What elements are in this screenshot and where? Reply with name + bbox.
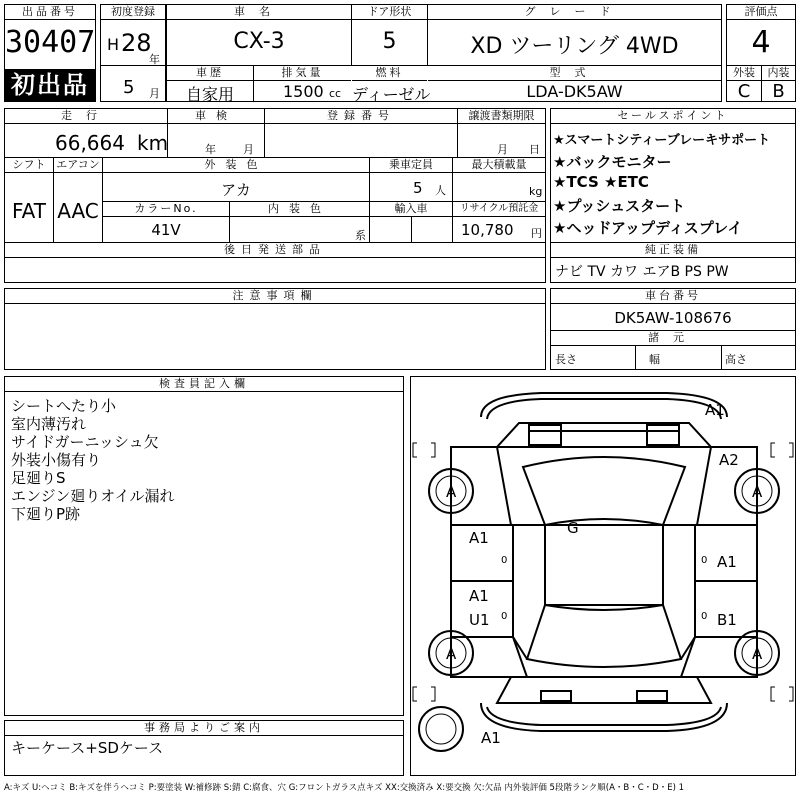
sales-point-2: ★バックモニター bbox=[553, 153, 672, 171]
mark-right-rear-door: B1 bbox=[717, 611, 737, 629]
mark-left-rear-door-2: U1 bbox=[469, 611, 490, 629]
interior-score: B bbox=[772, 81, 785, 102]
ac: AAC bbox=[57, 199, 99, 223]
mark-left-rear-door-1: A1 bbox=[469, 587, 489, 605]
interior-score-label: 内装 bbox=[762, 66, 795, 81]
spec-label: 諸元 bbox=[551, 331, 795, 346]
damage-diagram-box bbox=[410, 376, 796, 776]
reg-year-unit: 年 bbox=[149, 53, 160, 66]
notes-label: 注意事項欄 bbox=[5, 289, 545, 304]
model-label: 型式 bbox=[428, 66, 721, 81]
color-no-label: カラーNo. bbox=[103, 202, 229, 217]
door-label: ドア形状 bbox=[352, 5, 427, 20]
model: LDA-DK5AW bbox=[526, 82, 623, 101]
sales-point-3: ★TCS ★ETC bbox=[553, 173, 649, 191]
inspector-item-1: シートへたり小 bbox=[11, 397, 117, 415]
score: 4 bbox=[751, 25, 771, 60]
mark-rear-left-wheel: A bbox=[446, 645, 457, 663]
exterior-score-label: 外装 bbox=[727, 66, 761, 81]
sales-point-1: ★スマートシティーブレーキサポート bbox=[553, 133, 771, 148]
reg-year: 28 bbox=[121, 29, 152, 57]
reg-month: 5 bbox=[123, 77, 135, 98]
grade: XD ツーリング 4WD bbox=[470, 34, 679, 59]
ext-color-label: 外装色 bbox=[103, 158, 369, 173]
chassis-number: DK5AW-108676 bbox=[614, 309, 732, 327]
chassis-label: 車台番号 bbox=[551, 289, 795, 304]
transfer-label: 譲渡書類期限 bbox=[458, 109, 545, 124]
genuine-label: 純正装備 bbox=[551, 243, 795, 258]
first-listing-badge: 初出品 bbox=[5, 69, 95, 102]
genuine-equipment: ナビ TV カワ エアB PS PW bbox=[555, 264, 729, 280]
transfer-month-unit: 月 bbox=[497, 143, 508, 156]
history: 自家用 bbox=[185, 85, 234, 104]
fuel-label: 燃料 bbox=[352, 66, 427, 81]
fuel: ディーゼル bbox=[352, 85, 431, 104]
office-box bbox=[4, 720, 404, 776]
doors: 5 bbox=[382, 29, 397, 54]
capacity-label: 乗車定員 bbox=[370, 158, 452, 173]
first-registration-box bbox=[100, 4, 166, 102]
car-diagram bbox=[411, 377, 795, 775]
reg-month-unit: 月 bbox=[149, 87, 160, 100]
displacement-unit: cc bbox=[329, 87, 342, 100]
mileage: 66,664 bbox=[55, 131, 125, 155]
lot-number-box bbox=[4, 4, 96, 102]
chassis-box bbox=[550, 288, 796, 370]
exterior-score: C bbox=[737, 81, 751, 102]
sales-points-box bbox=[550, 108, 796, 283]
era: H bbox=[107, 35, 120, 54]
mark-left-front-door: A1 bbox=[469, 529, 489, 547]
car-name: CX-3 bbox=[233, 29, 285, 54]
office-label: 事務局よりご案内 bbox=[5, 721, 403, 736]
reg-no-label: 登録番号 bbox=[265, 109, 457, 124]
inspector-item-3: サイドガーニッシュ欠 bbox=[11, 433, 159, 451]
mileage-label: 走行 bbox=[5, 109, 167, 124]
lot-number-label: 出品番号 bbox=[5, 5, 95, 20]
notes-box bbox=[4, 288, 546, 370]
mark-small-zero-right-2: 0 bbox=[701, 611, 708, 622]
inspector-item-6: エンジン廻りオイル漏れ bbox=[11, 487, 175, 505]
ext-color: アカ bbox=[221, 181, 251, 199]
mark-front-bumper: A1 bbox=[705, 401, 725, 419]
inspector-box bbox=[4, 376, 404, 716]
mark-rear-right-wheel: A bbox=[752, 645, 763, 663]
max-load-unit: kg bbox=[529, 185, 543, 198]
inspector-item-4: 外装小傷有り bbox=[11, 451, 102, 469]
grade-label: グレード bbox=[428, 5, 721, 20]
inspector-item-2: 室内薄汚れ bbox=[11, 415, 87, 433]
lot-number: 30407 bbox=[5, 25, 96, 60]
import-label: 輸入車 bbox=[370, 202, 452, 217]
mileage-unit: km bbox=[137, 131, 169, 155]
mark-front-right-fender: A2 bbox=[719, 451, 739, 469]
inspector-label: 検査員記入欄 bbox=[5, 377, 403, 392]
first-registration-label: 初度登録 bbox=[101, 5, 165, 20]
inspector-item-5: 足廻りS bbox=[11, 469, 66, 487]
transfer-day-unit: 日 bbox=[529, 143, 540, 156]
displacement-label: 排気量 bbox=[254, 66, 351, 81]
score-label: 評価点 bbox=[727, 5, 795, 20]
shift-label: シフト bbox=[5, 158, 53, 173]
inspection-year-unit: 年 bbox=[205, 143, 216, 156]
displacement: 1500 bbox=[283, 82, 324, 101]
car-spec-box bbox=[166, 4, 722, 102]
car-name-label: 車名 bbox=[167, 5, 351, 20]
later-parts-label: 後日発送部品 bbox=[5, 243, 545, 258]
ac-label: エアコン bbox=[54, 158, 102, 173]
history-label: 車歴 bbox=[167, 66, 253, 81]
height-label: 高さ bbox=[725, 353, 747, 366]
mark-small-zero-left-2: 0 bbox=[501, 611, 508, 622]
int-color-unit: 系 bbox=[355, 229, 366, 242]
mark-spare-area: A1 bbox=[481, 729, 501, 747]
length-label: 長さ bbox=[555, 353, 577, 366]
mark-small-zero-left-1: 0 bbox=[501, 555, 508, 566]
mark-front-left-wheel: A bbox=[446, 483, 457, 501]
office-notice: キーケース+SDケース bbox=[11, 739, 164, 757]
legend: A:キズ U:ヘコミ B:キズを伴うヘコミ P:要塗装 W:補修跡 S:錆 C:腐食、穴 G:フロントガラス点キズ XX:交換済み X:要交換 欠:欠品 内外装評価 5段階ランク順(A・B・C・D・E) 1 bbox=[4, 783, 685, 793]
color-no: 41V bbox=[151, 221, 181, 239]
sales-point-4: ★プッシュスタート bbox=[553, 197, 686, 215]
sales-point-5: ★ヘッドアップディスプレイ bbox=[553, 219, 743, 237]
recycle: 10,780 bbox=[461, 221, 514, 239]
mark-windshield: G bbox=[567, 519, 579, 537]
recycle-label: リサイクル預託金 bbox=[453, 202, 545, 217]
max-load-label: 最大積載量 bbox=[453, 158, 545, 173]
capacity: 5 bbox=[413, 179, 423, 197]
width-label: 幅 bbox=[649, 353, 660, 366]
capacity-unit: 人 bbox=[435, 184, 446, 197]
sales-points-label: セールスポイント bbox=[551, 109, 795, 124]
int-color-label: 内装色 bbox=[230, 202, 369, 217]
inspector-item-7: 下廻りP跡 bbox=[11, 505, 81, 523]
mark-small-zero-right-1: 0 bbox=[701, 555, 708, 566]
mark-front-right-wheel: A bbox=[752, 483, 763, 501]
shift: FAT bbox=[11, 199, 46, 223]
inspection-label: 車検 bbox=[168, 109, 264, 124]
inspection-month-unit: 月 bbox=[243, 143, 254, 156]
vehicle-detail-box bbox=[4, 108, 546, 283]
recycle-unit: 円 bbox=[531, 227, 542, 240]
score-box bbox=[726, 4, 796, 102]
mark-right-front-door: A1 bbox=[717, 553, 737, 571]
